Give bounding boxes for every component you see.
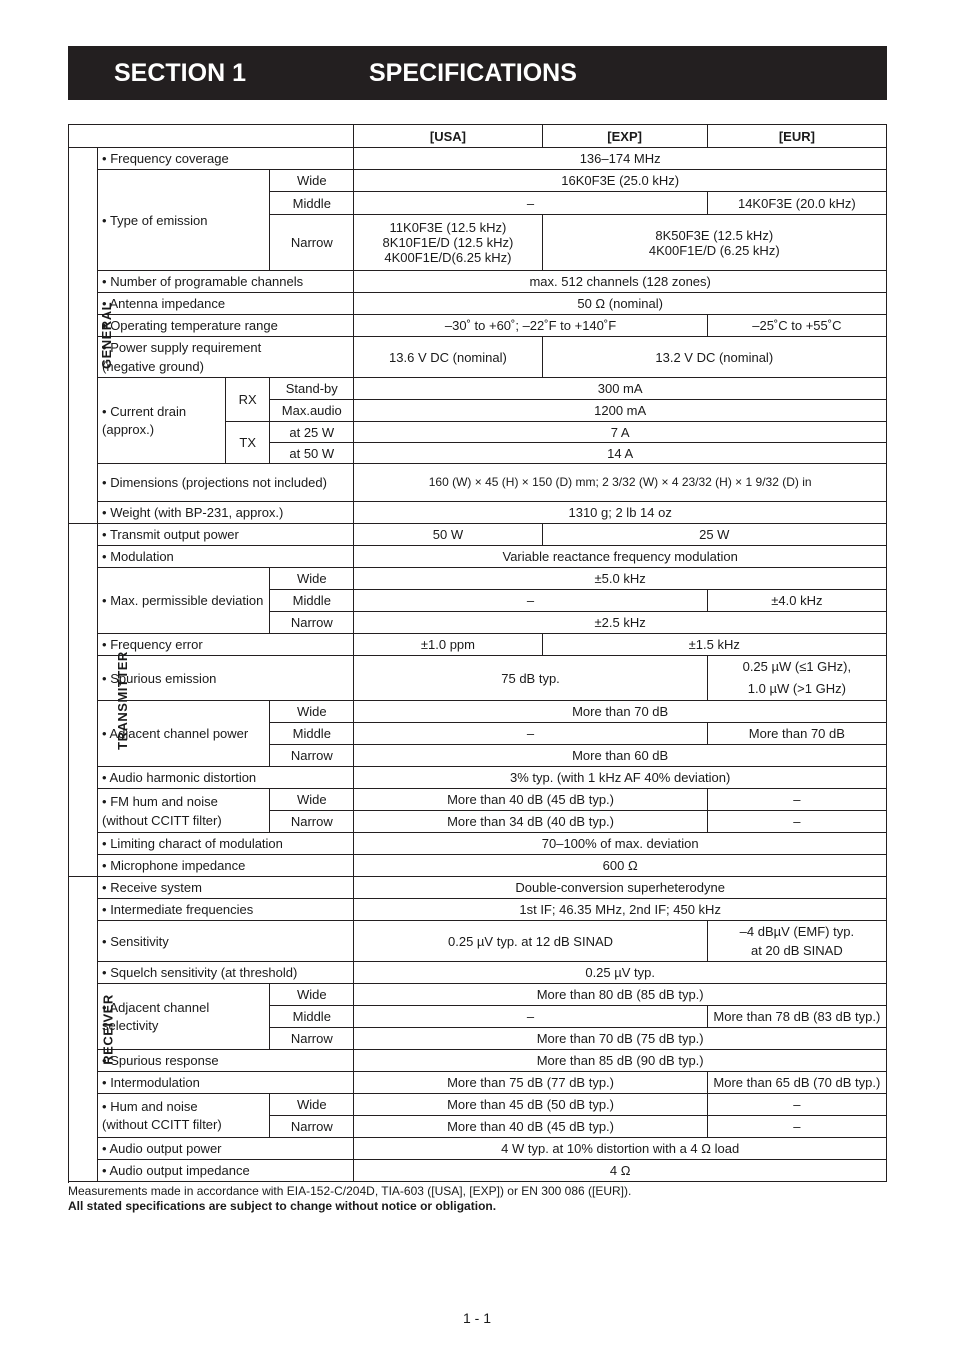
group-receiver <box>69 877 116 1182</box>
spec-label: • Frequency error <box>98 634 354 656</box>
spec-value: – <box>354 1006 707 1028</box>
spec-label: • Number of programable channels <box>98 271 354 293</box>
header-exp: [EXP] <box>542 125 707 148</box>
table-row <box>69 170 887 192</box>
sub-label: Middle <box>270 590 354 612</box>
group-label: RECEIVER <box>100 993 116 1065</box>
spec-value: More than 40 dB (45 dB typ.) <box>354 1116 707 1138</box>
group-label: GENERAL <box>99 301 115 370</box>
table-row <box>69 315 887 337</box>
section-title: SPECIFICATIONS <box>369 59 577 87</box>
spec-value: 13.2 V DC (nominal) <box>542 337 886 378</box>
spec-label: • Adjacent channel power <box>98 701 270 767</box>
sub-label: RX <box>226 378 270 422</box>
spec-value: 50 Ω (nominal) <box>354 293 887 315</box>
spec-label: • Audio harmonic distortion <box>98 767 354 789</box>
spec-value: More than 40 dB (45 dB typ.) <box>354 789 707 811</box>
spec-value: ±4.0 kHz <box>707 590 886 612</box>
spec-value: More than 75 dB (77 dB typ.) <box>354 1072 707 1094</box>
spec-value: 25 W <box>542 524 886 546</box>
sub-label: at 50 W <box>270 443 354 464</box>
spec-value: 7 A <box>354 422 887 443</box>
spec-value: 300 mA <box>354 378 887 400</box>
table-row <box>69 877 887 899</box>
spec-label: • Current drain (approx.) <box>98 378 226 464</box>
spec-value: 600 Ω <box>354 855 887 877</box>
sub-label: Wide <box>270 984 354 1006</box>
table-row <box>69 1072 887 1094</box>
spec-value: 0.25 µV typ. <box>354 962 887 984</box>
spec-label: • Spurious emission <box>98 656 354 701</box>
sub-label: Narrow <box>270 612 354 634</box>
spec-label: • Sensitivity <box>98 921 354 962</box>
section-label: SECTION 1 <box>114 59 246 87</box>
spec-label: • Power supply requirement (negative ground) <box>98 337 354 378</box>
sub-label: Narrow <box>270 1116 354 1138</box>
spec-value: 70–100% of max. deviation <box>354 833 887 855</box>
spec-label: • Intermodulation <box>98 1072 354 1094</box>
spec-label: • Type of emission <box>98 170 270 271</box>
spec-value: More than 70 dB <box>354 701 887 723</box>
spec-value: – <box>707 811 886 833</box>
spec-value: –25˚C to +55˚C <box>707 315 886 337</box>
spec-value: 4 W typ. at 10% distortion with a 4 Ω load <box>354 1138 887 1160</box>
spec-value: Variable reactance frequency modulation <box>354 546 887 568</box>
spec-label: • FM hum and noise (without CCITT filter) <box>98 789 270 833</box>
sub-label: Middle <box>270 723 354 745</box>
spec-value: 13.6 V DC (nominal) <box>354 337 542 378</box>
sub-label: Wide <box>270 701 354 723</box>
spec-label: • Dimensions (projections not included) <box>98 464 354 502</box>
spec-value: 136–174 MHz <box>354 148 887 170</box>
spec-value: More than 45 dB (50 dB typ.) <box>354 1094 707 1116</box>
spec-label: • Audio output impedance <box>98 1160 354 1182</box>
sub-label: Middle <box>270 192 354 215</box>
table-row <box>69 1160 887 1182</box>
group-general <box>69 148 115 524</box>
group-transmitter <box>69 524 130 877</box>
table-row <box>69 767 887 789</box>
table-row <box>69 789 887 811</box>
table-row <box>69 656 887 701</box>
spec-value: More than 70 dB (75 dB typ.) <box>354 1028 887 1050</box>
table-row <box>69 921 887 962</box>
spec-value: max. 512 channels (128 zones) <box>354 271 887 293</box>
spec-value: –4 dBµV (EMF) typ. at 20 dB SINAD <box>707 921 886 962</box>
spec-value: More than 60 dB <box>354 745 887 767</box>
sub-label: Narrow <box>270 811 354 833</box>
spec-value: More than 80 dB (85 dB typ.) <box>354 984 887 1006</box>
spec-label: • Frequency coverage <box>98 148 354 170</box>
sub-label: Stand-by <box>270 378 354 400</box>
spec-value: ±1.5 kHz <box>542 634 886 656</box>
sub-label: Wide <box>270 789 354 811</box>
spec-value: – <box>707 789 886 811</box>
table-row <box>69 524 887 546</box>
spec-label: • Antenna impedance <box>98 293 354 315</box>
table-header-row <box>69 125 887 148</box>
spec-label: • Spurious response <box>98 1050 354 1072</box>
header-eur: [EUR] <box>707 125 886 148</box>
header-blank <box>69 125 354 148</box>
disclaimer-note: All stated specifications are subject to change without notice or obligation. <box>68 1199 497 1213</box>
spec-value: 50 W <box>354 524 542 546</box>
spec-value: – <box>707 1116 886 1138</box>
spec-label: • Modulation <box>98 546 354 568</box>
spec-value: 160 (W) × 45 (H) × 150 (D) mm; 2 3/32 (W) × 4 23/32 (H) × 1 9/32 (D) in <box>354 464 887 502</box>
spec-value: 3% typ. (with 1 kHz AF 40% deviation) <box>354 767 887 789</box>
spec-label: • Microphone impedance <box>98 855 354 877</box>
table-row <box>69 546 887 568</box>
spec-value: More than 78 dB (83 dB typ.) <box>707 1006 886 1028</box>
header-usa: [USA] <box>354 125 542 148</box>
spec-value: – <box>354 590 707 612</box>
sub-label: Wide <box>270 170 354 192</box>
spec-label: • Intermediate frequencies <box>98 899 354 921</box>
spec-value: 1310 g; 2 lb 14 oz <box>354 502 887 524</box>
sub-label: Narrow <box>270 1028 354 1050</box>
spec-value: More than 65 dB (70 dB typ.) <box>707 1072 886 1094</box>
sub-label: Narrow <box>270 745 354 767</box>
sub-label: TX <box>226 422 270 464</box>
table-row <box>69 701 887 723</box>
spec-table <box>68 124 887 1182</box>
table-row <box>69 271 887 293</box>
spec-value: 8K50F3E (12.5 kHz) 4K00F1E/D (6.25 kHz) <box>542 215 886 271</box>
spec-value: – <box>707 1094 886 1116</box>
table-row <box>69 984 887 1006</box>
table-row <box>69 378 887 400</box>
spec-value: More than 70 dB <box>707 723 886 745</box>
spec-value: – <box>354 723 707 745</box>
table-row <box>69 962 887 984</box>
spec-value: More than 34 dB (40 dB typ.) <box>354 811 707 833</box>
table-row <box>69 337 887 378</box>
group-label: TRANSMITTER <box>114 650 130 750</box>
spec-label: • Limiting charact of modulation <box>98 833 354 855</box>
spec-label: • Squelch sensitivity (at threshold) <box>98 962 354 984</box>
spec-label: • Audio output power <box>98 1138 354 1160</box>
table-row <box>69 855 887 877</box>
section-banner <box>68 46 887 100</box>
spec-value: 1st IF; 46.35 MHz, 2nd IF; 450 kHz <box>354 899 887 921</box>
page-number: 1 - 1 <box>462 1310 491 1326</box>
sub-label: Middle <box>270 1006 354 1028</box>
spec-value: – <box>354 192 707 215</box>
spec-label: • Hum and noise (without CCITT filter) <box>98 1094 270 1138</box>
spec-value: ±1.0 ppm <box>354 634 542 656</box>
table-row <box>69 833 887 855</box>
table-row <box>69 1050 887 1072</box>
table-row <box>69 1094 887 1116</box>
spec-value: Double-conversion superheterodyne <box>354 877 887 899</box>
spec-value: –30˚ to +60˚; –22˚F to +140˚F <box>354 315 707 337</box>
spec-label: • Weight (with BP-231, approx.) <box>98 502 354 524</box>
spec-value: More than 85 dB (90 dB typ.) <box>354 1050 887 1072</box>
table-row <box>69 148 887 170</box>
table-row <box>69 568 887 590</box>
spec-value: 4 Ω <box>354 1160 887 1182</box>
spec-value: 16K0F3E (25.0 kHz) <box>354 170 887 192</box>
spec-value: ±2.5 kHz <box>354 612 887 634</box>
spec-label: • Adjacent channel selectivity <box>98 984 270 1050</box>
sub-label: Max.audio <box>270 400 354 422</box>
sub-label: Narrow <box>270 215 354 271</box>
sub-label: Wide <box>270 568 354 590</box>
table-row <box>69 1138 887 1160</box>
spec-value: ±5.0 kHz <box>354 568 887 590</box>
sub-label: at 25 W <box>270 422 354 443</box>
spec-label: • Operating temperature range <box>98 315 354 337</box>
spec-label: • Receive system <box>98 877 354 899</box>
spec-label: • Transmit output power <box>98 524 354 546</box>
table-row <box>69 502 887 524</box>
spec-value: 14 A <box>354 443 887 464</box>
table-row <box>69 634 887 656</box>
table-row <box>69 899 887 921</box>
spec-value: 14K0F3E (20.0 kHz) <box>707 192 886 215</box>
table-row <box>69 293 887 315</box>
sub-label: Wide <box>270 1094 354 1116</box>
measurement-note: Measurements made in accordance with EIA-152-C/204D, TIA-603 ([USA], [EXP]) or EN 300 086 ([EUR]). <box>68 1184 632 1198</box>
table-row <box>69 464 887 502</box>
spec-value: 0.25 µV typ. at 12 dB SINAD <box>354 921 707 962</box>
spec-value: 75 dB typ. <box>354 656 707 701</box>
spec-value: 0.25 µW (≤1 GHz), 1.0 µW (>1 GHz) <box>707 656 886 701</box>
spec-label: • Max. permissible deviation <box>98 568 270 634</box>
spec-value: 11K0F3E (12.5 kHz) 8K10F1E/D (12.5 kHz) 4K00F1E/D(6.25 kHz) <box>354 215 542 271</box>
spec-value: 1200 mA <box>354 400 887 422</box>
